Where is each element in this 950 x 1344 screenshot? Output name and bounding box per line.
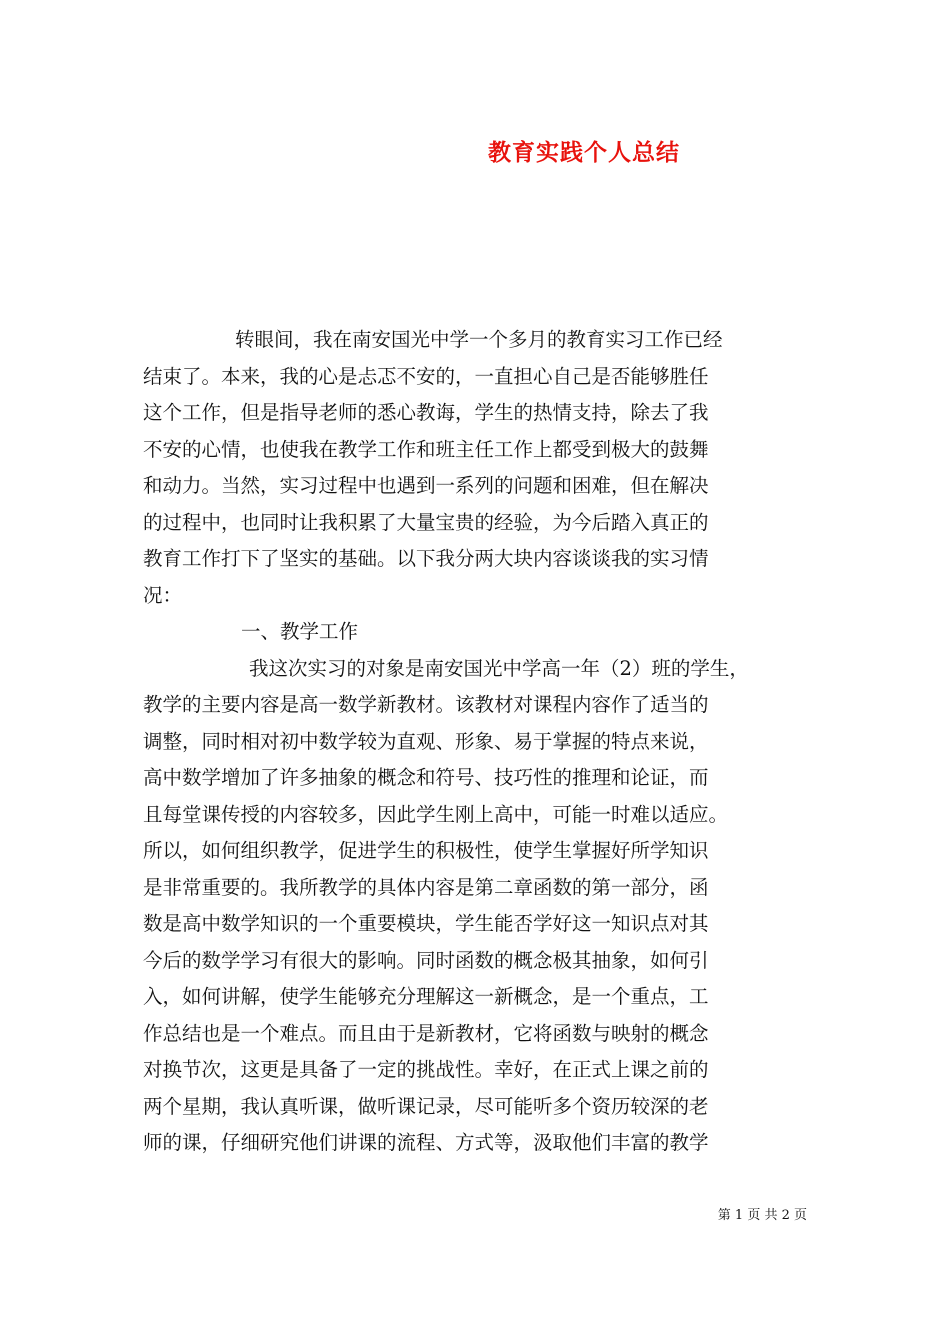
- paragraph-line: 调整，同时相对初中数学较为直观、形象、易于掌握的特点来说，: [143, 729, 709, 753]
- document-body: [143, 322, 823, 1162]
- paragraph-line: 所以，如何组织教学，促进学生的积极性，使学生掌握好所学知识: [143, 839, 709, 862]
- paragraph-line: 两个星期，我认真听课，做听课记录，尽可能听多个资历较深的老: [143, 1094, 709, 1118]
- paragraph-line: 结束了。本来，我的心是忐忑不安的，一直担心自己是否能够胜任: [143, 364, 709, 388]
- paragraph-line: 的过程中，也同时让我积累了大量宝贵的经验，为今后踏入真正的: [143, 510, 709, 534]
- section-heading: 一、教学工作: [241, 620, 359, 643]
- paragraph-line: 对换节次，这更是具备了一定的挑战性。幸好，在正式上课之前的: [143, 1058, 709, 1081]
- paragraph-line: 是非常重要的。我所教学的具体内容是第二章函数的第一部分，函: [143, 875, 709, 899]
- paragraph-line: 作总结也是一个难点。而且由于是新教材，它将函数与映射的概念: [143, 1021, 709, 1045]
- paragraph-line: 入，如何讲解，使学生能够充分理解这一新概念，是一个重点，工: [143, 985, 709, 1008]
- page-number-footer: 第 1 页 共 2 页: [717, 1208, 807, 1223]
- paragraph-line: 且每堂课传授的内容较多，因此学生刚上高中，可能一时难以适应。: [143, 802, 729, 826]
- paragraph-line: 和动力。当然，实习过程中也遇到一系列的问题和困难，但在解决: [143, 474, 709, 497]
- paragraph-line: 今后的数学学习有很大的影响。同时函数的概念极其抽象，如何引: [143, 948, 709, 972]
- paragraph-line: 我这次实习的对象是南安国光中学高一年（2）班的学生，: [249, 656, 749, 680]
- paragraph-line: 不安的心情，也使我在教学工作和班主任工作上都受到极大的鼓舞: [143, 437, 709, 461]
- paragraph-line: 转眼间，我在南安国光中学一个多月的教育实习工作已经: [235, 328, 723, 351]
- paragraph-line: 这个工作，但是指导老师的悉心教诲，学生的热情支持，除去了我: [143, 401, 709, 424]
- paragraph-line: 况：: [143, 583, 183, 607]
- paragraph-line: 高中数学增加了许多抽象的概念和符号、技巧性的推理和论证，而: [143, 766, 709, 789]
- paragraph-line: 教育工作打下了坚实的基础。以下我分两大块内容谈谈我的实习情: [143, 547, 709, 570]
- document-title: 教育实践个人总结: [488, 139, 680, 166]
- paragraph-line: 教学的主要内容是高一数学新教材。该教材对课程内容作了适当的: [143, 693, 709, 716]
- paragraph-line: 师的课，仔细研究他们讲课的流程、方式等，汲取他们丰富的教学: [143, 1131, 709, 1154]
- paragraph-line: 数是高中数学知识的一个重要模块，学生能否学好这一知识点对其: [143, 912, 709, 935]
